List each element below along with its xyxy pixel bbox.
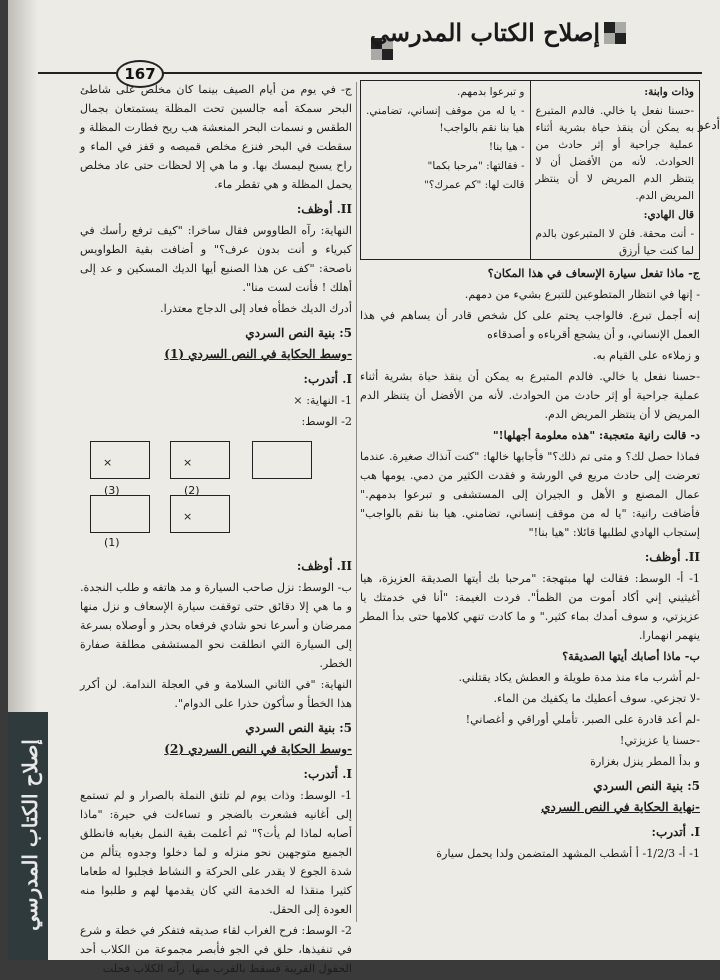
section-heading: I. أتدرب: bbox=[303, 767, 352, 781]
cross-mark-icon: × bbox=[183, 456, 193, 469]
section-subheading: -نهاية الحكاية في النص السردي bbox=[541, 800, 700, 814]
section-heading: 5: بنية النص السردي bbox=[593, 779, 700, 793]
section-heading: I. أتدرب: bbox=[651, 825, 700, 839]
sequence-box bbox=[252, 441, 312, 479]
table-line: قال الهادي: bbox=[643, 209, 694, 221]
paragraph: - إنها في انتظار المتطوعين للتبرع بشيء من دمهم. bbox=[464, 288, 700, 301]
table-cell-left bbox=[361, 81, 530, 259]
cross-mark-icon: × bbox=[103, 456, 113, 469]
section-heading: I. أتدرب: bbox=[303, 372, 352, 386]
left-column bbox=[80, 80, 352, 980]
answer-line: -لم أشرب ماء منذ مدة طويلة و العطش يكاد يقتلني. bbox=[458, 671, 700, 684]
section-heading: II. أوظف: bbox=[296, 559, 352, 573]
table-cell-right bbox=[530, 81, 700, 259]
cross-mark-icon: × bbox=[183, 510, 193, 523]
table-line: و تبرعوا بدمهم. bbox=[457, 86, 525, 98]
column-divider bbox=[356, 82, 357, 922]
paragraph: ج- ماذا تفعل سيارة الإسعاف في هذا المكان؟ bbox=[487, 266, 700, 280]
paragraph: -حسنا نفعل يا خالي. فالدم المتبرع به يمكن أن ينقذ حياة بشرية أثناء عملية جراحية أو إثر حادث من الحوادث. لأنه من الأفضل أن يتنظر الدم المريض لا أن ينتظر المريض الدم. bbox=[360, 370, 700, 421]
exercise-text: 2- الوسط: فرح الغراب لقاء صديقه فتفكر في خطة و شرع في تنفيذها، حلق في الجو فأبصر مجموعة من الكلاب أحد الحقول القريبة فسقط بالقرب منها. رآته الكلاب فحلت bbox=[80, 924, 352, 975]
sequence-box bbox=[90, 495, 150, 533]
exercise-text: 1- النهاية: × bbox=[293, 394, 352, 407]
sequence-box bbox=[170, 441, 230, 479]
exercise-text: 1- أ- 1/2/3- أ أشطب المشهد المتضمن ولدا يحمل سيارة bbox=[436, 847, 700, 860]
answer-line: و بدأ المطر ينزل بغزارة bbox=[590, 755, 700, 768]
section-subheading: -وسط الحكاية في النص السردي (2) bbox=[164, 742, 352, 756]
table-line: - يا له من موقف إنساني، تضامني. هيا بنا نقم بالواجب! bbox=[366, 105, 525, 134]
table-line: قالت لها: "كم عمرك؟" bbox=[423, 179, 525, 191]
sequence-box bbox=[170, 495, 230, 533]
section-heading: 5: بنية النص السردي bbox=[245, 326, 352, 340]
header-square-icon bbox=[604, 33, 615, 44]
paragraph: فماذا حصل لك؟ و متى تم ذلك؟" فأجابها خالها: "كنت آنذاك صغيرة. عندما تعرضت إلى حادث مريع في الورشة و فقدت الكثير من دمي. يومها هب عمال المصنع و الأهل و الجيران إلى المستشفى و تبرعوا بدمهم." فأضافت رانية: "يا له من موقف إنساني، تضامني. هيا بنا نقم بالواجب" إستجاب الهادي لطلبها قائلا: "هيا بنا!" bbox=[360, 450, 700, 539]
header-square-icon bbox=[371, 49, 382, 60]
answer-line: -لم أعد قادرة على الصبر. تأملي أوراقي و أغصاني! bbox=[465, 713, 700, 726]
header-square-icon bbox=[604, 22, 615, 33]
textbook-page bbox=[8, 0, 720, 975]
exercise-text: ب- الوسط: نزل صاحب السيارة و مد هاتفه و طلب النجدة. و ما هي إلا دقائق حتى توقفت سيارة الإسعاف و نزل منها ممرضان و أسرعا نحو شادي فرفعاه بحذر و أوصلاه بسرعة إلى السيارة التي انطلقت نحو المستشفى مطلقة صفارة الخطر. bbox=[80, 581, 352, 670]
table-line: وذات وابنة: bbox=[644, 86, 694, 98]
paragraph: و زملاءه على القيام به. bbox=[592, 349, 700, 362]
header-square-icon bbox=[382, 49, 393, 60]
table-line: - فقالتها: "مرحبا بكما" bbox=[427, 160, 525, 172]
section-heading: II. أوظف: bbox=[296, 202, 352, 216]
section-heading: II. أوظف: bbox=[644, 550, 700, 564]
table-line: -حسنا نفعل يا خالي. فالدم المتبرع به يمكن أن ينقذ حياة بشرية أثناء عملية جراحية أو إثر حادث من الحوادث. لأنه من الأفضل أن لا يتنظر الدم المريض لا أن ينتظر المريض الدم. bbox=[535, 105, 694, 202]
exercise-text: أدرك الديك خطأه فعاد إلى الدجاج معتذرا. bbox=[160, 302, 352, 315]
exercise-text: النهاية: رآه الطاووس فقال ساخرا: "كيف ترفع رأسك في كبرياء و أنت بدون عرف؟" و أضافت بقية الطواويس ناصحة: "كف عن هذا الصنيع أيها الديك المسكين و عد إلى أهلك ! فأنت لست منا". bbox=[80, 224, 352, 294]
page-number: 167 bbox=[116, 60, 164, 88]
exercise-text: 1- أ- الوسط: فقالت لها مبتهجة: "مرحبا بك أيتها الصديقة العزيزة، هيا أغيثيني إني أكاد أموت من الظمأ". فردت الغيمة: "أنا في خدمتك يا عزيزتي، و سوف أمدك بماء كثير." و ما كادت تنهي كلامها حتى بدأ المطر ينهمر انهمارا. bbox=[360, 572, 700, 642]
sequence-boxes bbox=[80, 437, 352, 549]
margin-word: أدعو bbox=[697, 118, 720, 132]
paragraph: إنه أجمل تبرع. فالواجب يحتم على كل شخص قادر أن يساهم في هذا العمل الإنساني، و أن يشجع أقرباءه و أصدقاءه bbox=[360, 309, 700, 341]
exercise-text: النهاية: "في الثاني السلامة و في العجلة الندامة. لن أكرر هذا الخطأ و سأكون حذرا على الدوام". bbox=[80, 678, 352, 710]
side-tab-label: إصلاح الكتاب المدرسي bbox=[18, 739, 42, 931]
exercise-text: ب- ماذا أصابك أيتها الصديقة؟ bbox=[562, 649, 700, 663]
table-line: - هيا بنا! bbox=[488, 141, 525, 153]
page-title: إصلاح الكتاب المدرسي bbox=[369, 18, 600, 47]
answer-line: -حسنا يا عزيزتي! bbox=[619, 734, 700, 747]
box-label: (3) bbox=[104, 484, 120, 497]
box-label: (2) bbox=[184, 484, 200, 497]
section-subheading: -وسط الحكاية في النص السردي (1) bbox=[164, 347, 352, 361]
exercise-text: 2- الوسط: bbox=[301, 415, 352, 428]
header-square-icon bbox=[615, 22, 626, 33]
section-heading: 5: بنية النص السردي bbox=[245, 721, 352, 735]
paragraph: د- قالت رانية متعجبة: "هذه معلومة أجهلها!" bbox=[492, 428, 700, 442]
exercise-text: ج- في يوم من أيام الصيف بينما كان مخلص على شاطئ البحر سمكة أمه جالسين تحت المظلة يستمتعان بجمال الطقس و نسمات البحر المنعشة هب ريح فطارت المظلة و سقطت في البحر فنزع مخلص قميصه و قفز في الماء و راح يسبح ليمسك بها. و ما هي إلا لحظات حتى عاد مخلص يحمل المظلة و هي تقطر ماء. bbox=[80, 83, 352, 191]
dialogue-table bbox=[360, 80, 700, 260]
answer-line: -لا تجزعي. سوف أعطيك ما يكفيك من الماء. bbox=[493, 692, 700, 705]
exercise-text: 1- الوسط: وذات يوم لم تلتق النملة بالصرار و لم تستمع إلى أغانيه فشعرت بالضجر و تساءلت في حيرة: "ماذا أصابه لماذا لم يأت؟" ثم أعلمت بقية النمل بغيابه فانطلق الجميع متوجهين نحو منزله و لما دخلوا وجدوه يتألم من شدة الجوع لا يقدر على الحركة و النشاط فجلبوا له طعاما كثيرا منقذا له الخدمة التي كان يقدمها لهم و طلبوا منه العودة إلى الحقل. bbox=[80, 789, 352, 916]
box-label: (1) bbox=[104, 536, 120, 549]
right-column bbox=[360, 80, 700, 865]
sequence-box bbox=[90, 441, 150, 479]
header-square-icon bbox=[615, 33, 626, 44]
table-line: - أنت محقة. فلن لا المتبرعون بالدم لما كنت حيا أرزق bbox=[535, 228, 694, 257]
